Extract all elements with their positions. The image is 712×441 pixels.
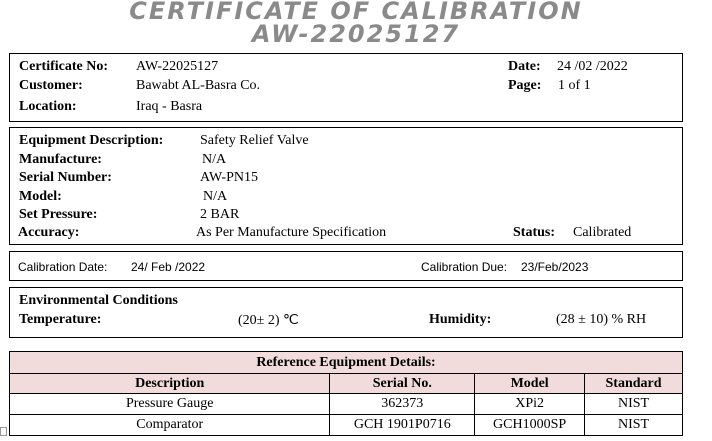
certificate-info-box: [9, 53, 683, 122]
equipment-description-label: Equipment Description:: [19, 133, 164, 148]
reference-table-caption: Reference Equipment Details:: [10, 352, 683, 374]
table-row: [10, 415, 683, 436]
equipment-box: [9, 127, 683, 245]
reference-equipment-table: [9, 351, 683, 436]
calibration-date-value: 24/ Feb /2022: [131, 260, 206, 274]
cell-serial: 362373: [330, 394, 475, 415]
model-value: N/A: [203, 189, 228, 204]
environment-heading: Environmental Conditions: [19, 293, 178, 308]
column-header-serial: Serial No.: [330, 374, 475, 394]
calibration-due-value: 23/Feb/2023: [521, 260, 589, 274]
cell-model: GCH1000SP: [475, 415, 585, 436]
page-value: 1 of 1: [558, 78, 591, 93]
equipment-description-value: Safety Relief Valve: [200, 133, 309, 148]
certificate-no-label: Certificate No:: [19, 59, 109, 74]
certificate-no-value: AW-22025127: [136, 59, 219, 74]
serial-number-label: Serial Number:: [19, 170, 112, 185]
set-pressure-value: 2 BAR: [200, 207, 240, 222]
column-header-model: Model: [475, 374, 585, 394]
set-pressure-label: Set Pressure:: [19, 207, 98, 222]
column-header-description: Description: [10, 374, 330, 394]
page-label: Page:: [508, 78, 542, 93]
manufacture-value: N/A: [202, 152, 227, 167]
date-value: 24 /02 /2022: [557, 59, 628, 74]
humidity-value: (28 ± 10) % RH: [556, 312, 647, 327]
cell-standard: NIST: [585, 394, 683, 415]
date-label: Date:: [508, 59, 541, 74]
temperature-label: Temperature:: [19, 312, 102, 327]
cell-description: Comparator: [10, 415, 330, 436]
calibration-dates-box: [9, 251, 683, 281]
temperature-value: (20± 2) ℃: [238, 313, 299, 328]
cell-standard: NIST: [585, 415, 683, 436]
customer-value: Bawabt AL-Basra Co.: [136, 78, 261, 93]
column-header-standard: Standard: [585, 374, 683, 394]
cell-serial: GCH 1901P0716: [330, 415, 475, 436]
status-value: Calibrated: [573, 225, 632, 240]
certificate-number-title: AW-22025127: [251, 20, 461, 48]
manufacture-label: Manufacture:: [19, 152, 102, 167]
model-label: Model:: [19, 189, 62, 204]
humidity-label: Humidity:: [429, 312, 492, 327]
certificate-title: CERTIFICATE OF CALIBRATION: [129, 0, 583, 25]
table-resize-handle[interactable]: [0, 427, 7, 436]
table-row: [10, 394, 683, 415]
location-label: Location:: [19, 99, 77, 114]
serial-number-value: AW-PN15: [200, 170, 258, 185]
accuracy-label: Accuracy:: [18, 225, 80, 240]
calibration-date-label: Calibration Date:: [18, 260, 108, 274]
customer-label: Customer:: [19, 78, 83, 93]
environment-box: [9, 287, 683, 338]
location-value: Iraq - Basra: [136, 99, 203, 114]
cell-model: XPi2: [475, 394, 585, 415]
calibration-due-label: Calibration Due:: [421, 260, 508, 274]
accuracy-value: As Per Manufacture Specification: [196, 225, 387, 240]
cell-description: Pressure Gauge: [10, 394, 330, 415]
status-label: Status:: [513, 225, 556, 240]
